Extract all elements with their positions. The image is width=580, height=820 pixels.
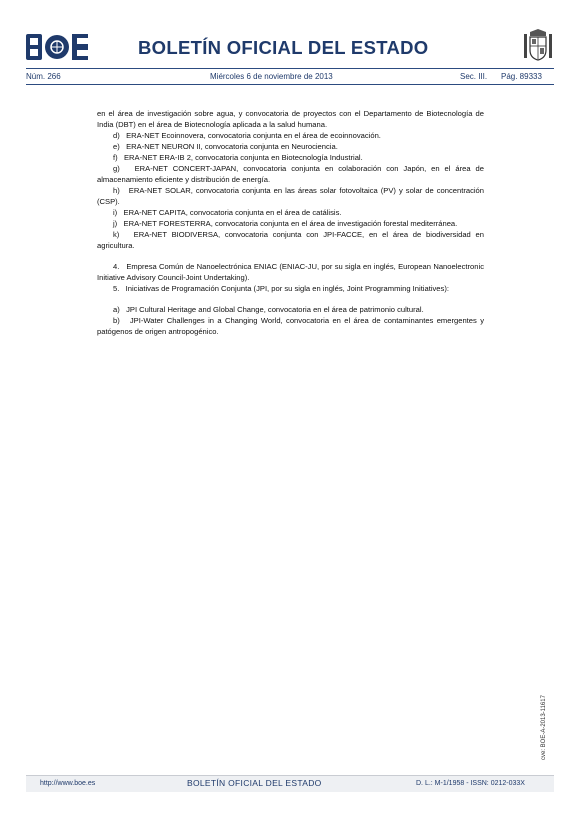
cve-identifier	[541, 690, 553, 760]
body-paragraph: en el área de investigación sobre agua, y convocatoria de proyectos con el Departamento de Biotecnología de India (DBT) en el área de Biotecnología aplicada a la salud humana.	[97, 109, 484, 129]
body-paragraph: i) ERA-NET CAPITA, convocatoria conjunta en el área de catálisis.	[113, 208, 342, 217]
body-paragraph: 5. Iniciativas de Programación Conjunta (JPI, por su sigla en inglés, Joint Programming Initiatives):	[113, 284, 449, 293]
footer-title: BOLETÍN OFICIAL DEL ESTADO	[187, 778, 322, 788]
section-label: Sec. III.	[460, 72, 488, 81]
document-body	[97, 108, 484, 337]
coat-of-arms-icon	[522, 28, 554, 62]
page-number: Pág. 89333	[501, 72, 542, 81]
issue-number: Núm. 266	[26, 72, 61, 81]
body-paragraph: d) ERA-NET Ecoinnovera, convocatoria conjunta en el área de ecoinnovación.	[113, 131, 381, 140]
header-rule-bottom	[26, 84, 554, 85]
footer-url-link[interactable]: http://www.boe.es	[40, 780, 96, 787]
body-paragraph: a) JPI Cultural Heritage and Global Change, convocatoria en el área de patrimonio cultural.	[113, 305, 424, 314]
body-paragraph: j) ERA-NET FORESTERRA, convocatoria conjunta en el área de investigación forestal mediterránea.	[113, 219, 458, 228]
body-paragraph: b) JPI-Water Challenges in a Changing World, convocatoria en el área de contaminantes emergentes y patógenos de origen antropogénico.	[97, 316, 484, 336]
body-paragraph: e) ERA-NET NEURON II, convocatoria conjunta en Neurociencia.	[113, 142, 338, 151]
footer-legal: D. L.: M-1/1958 - ISSN: 0212-033X	[416, 780, 525, 787]
body-paragraph: k) ERA-NET BIODIVERSA, convocatoria conjunta con JPI-FACCE, en el área de biodiversidad en agricultura.	[97, 230, 484, 250]
cve-text: cve: BOE-A-2013-11617	[541, 695, 547, 760]
header-rule-top	[26, 68, 554, 69]
body-paragraph: g) ERA-NET CONCERT-JAPAN, convocatoria conjunta en colaboración con Japón, en el área de almacenamiento eficiente y distribución de energía.	[97, 164, 484, 184]
boe-logo	[26, 34, 88, 60]
page-title: BOLETÍN OFICIAL DEL ESTADO	[138, 37, 429, 58]
body-paragraph: 4. Empresa Común de Nanoelectrónica ENIAC (ENIAC-JU, por su sigla en inglés, European Nanoelectronic Initiative Advisory Council-Joint Undertaking).	[97, 262, 484, 282]
page-header	[0, 0, 580, 90]
issue-date: Miércoles 6 de noviembre de 2013	[210, 72, 333, 81]
body-paragraph: f) ERA-NET ERA-IB 2, convocatoria conjunta en Biotecnología Industrial.	[113, 153, 363, 162]
body-paragraph: h) ERA-NET SOLAR, convocatoria conjunta en las áreas solar fotovoltaica (PV) y solar de concentración (CSP).	[97, 186, 484, 206]
